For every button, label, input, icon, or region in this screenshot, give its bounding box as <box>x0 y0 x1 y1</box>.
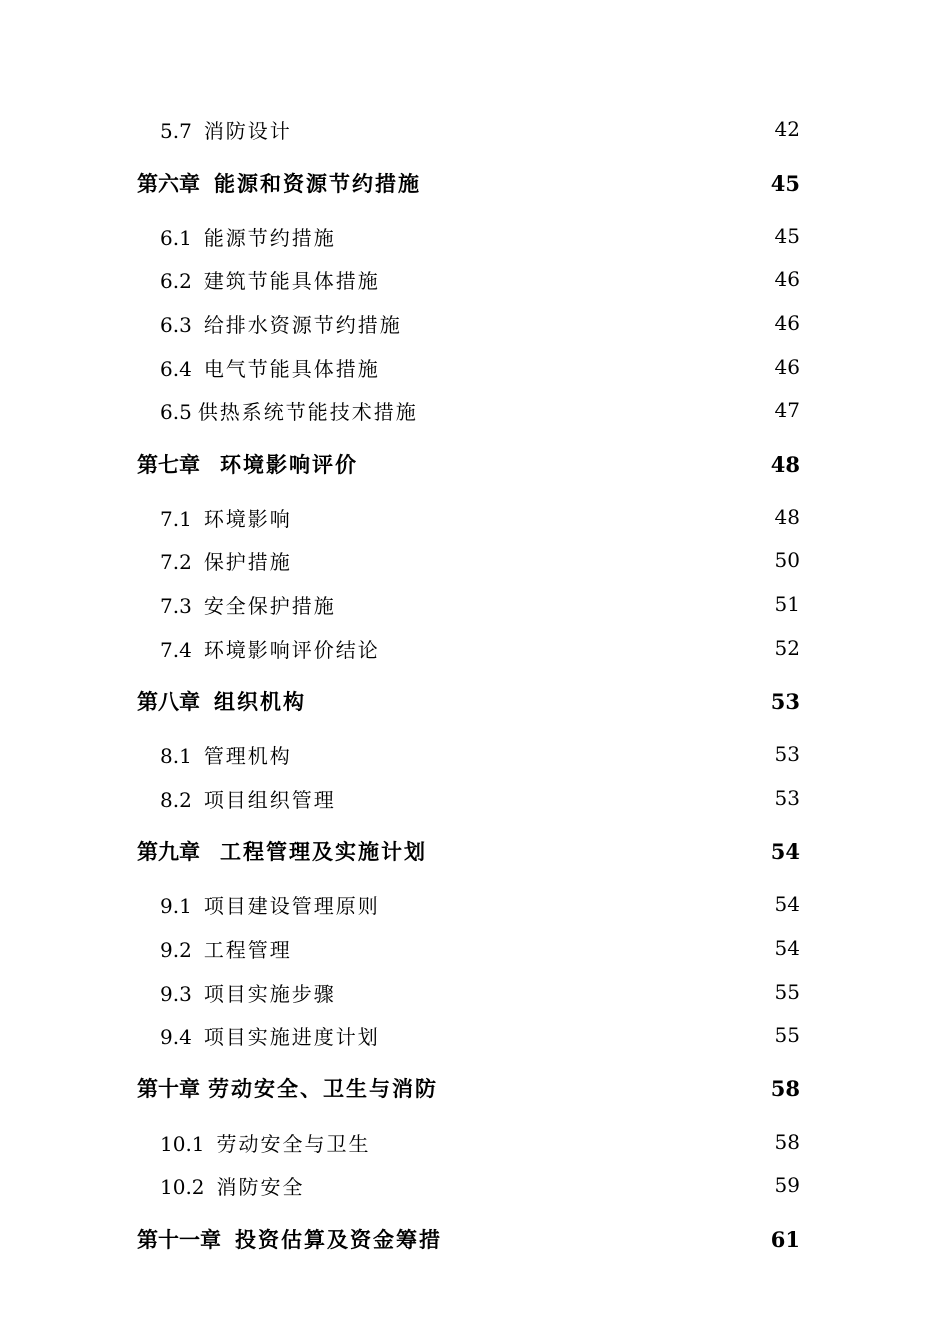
toc-entry-number: 9.1 <box>160 893 192 918</box>
toc-entry-6-2[interactable] <box>160 262 800 296</box>
toc-chapter-8[interactable] <box>137 684 800 718</box>
dot-leader <box>294 543 773 577</box>
toc-entry-page: 53 <box>770 688 800 714</box>
toc-entry-label <box>137 686 306 716</box>
toc-entry-6-3[interactable] <box>160 306 800 340</box>
dot-leader <box>360 447 769 481</box>
dot-leader <box>382 631 773 665</box>
toc-entry-title: 安全保护措施 <box>203 593 336 618</box>
toc-entry-page: 48 <box>770 451 800 477</box>
toc-entry-title: 建筑节能具体措施 <box>203 268 380 293</box>
toc-entry-number: 6.4 <box>160 356 192 381</box>
toc-entry-page: 54 <box>774 936 800 960</box>
toc-entry-number: 10.2 <box>160 1174 205 1199</box>
toc-entry-page: 53 <box>774 786 800 810</box>
toc-entry-number: 5.7 <box>160 118 192 143</box>
toc-entry-label <box>160 265 380 294</box>
toc-entry-title: 消防安全 <box>216 1174 305 1199</box>
toc-entry-title: 项目建设管理原则 <box>203 893 380 918</box>
toc-entry-label <box>160 1021 380 1050</box>
toc-entry-label <box>160 396 418 425</box>
toc-entry-number: 8.1 <box>160 743 192 768</box>
dot-leader <box>308 684 769 718</box>
toc-entry-page: 46 <box>774 355 800 379</box>
toc-entry-number: 7.4 <box>160 637 192 662</box>
toc-entry-6-5[interactable] <box>160 393 800 427</box>
toc-entry-number: 7.1 <box>160 506 192 531</box>
dot-leader <box>373 1125 773 1159</box>
dot-leader <box>338 587 773 621</box>
toc-entry-9-2[interactable] <box>160 931 800 965</box>
toc-chapter-9[interactable] <box>137 834 800 868</box>
toc-entry-9-1[interactable] <box>160 887 800 921</box>
toc-entry-page: 58 <box>770 1075 800 1101</box>
dot-leader <box>382 262 773 296</box>
toc-chapter-11[interactable] <box>137 1222 800 1256</box>
toc-entry-number: 6.1 <box>160 225 192 250</box>
toc-entry-10-1[interactable] <box>160 1125 800 1159</box>
toc-entry-title: 组织机构 <box>214 689 306 714</box>
toc-entry-label <box>160 784 336 813</box>
toc-entry-6-1[interactable] <box>160 219 800 253</box>
toc-entry-label <box>160 222 336 251</box>
dot-leader <box>294 931 773 965</box>
dot-leader <box>382 1018 773 1052</box>
toc-entry-title: 环境影响评价结论 <box>203 637 380 662</box>
toc-entry-label <box>160 634 380 663</box>
toc-entry-title: 劳动安全、卫生与消防 <box>208 1076 438 1101</box>
toc-entry-5-7[interactable] <box>160 112 800 146</box>
toc-entry-page: 61 <box>770 1226 800 1252</box>
toc-entry-8-1[interactable] <box>160 737 800 771</box>
toc-entry-title: 劳动安全与卫生 <box>216 1131 371 1156</box>
toc-entry-page: 51 <box>774 592 800 616</box>
toc-entry-label <box>160 115 292 144</box>
toc-entry-title: 项目实施步骤 <box>203 981 336 1006</box>
toc-entry-title: 能源和资源节约措施 <box>214 171 421 196</box>
toc-entry-label <box>137 836 427 866</box>
toc-chapter-7[interactable] <box>137 447 800 481</box>
toc-entry-title: 环境影响 <box>203 506 292 531</box>
toc-entry-number: 第六章 <box>137 171 200 196</box>
toc-entry-title: 投资估算及资金筹措 <box>235 1227 442 1252</box>
dot-leader <box>429 834 769 868</box>
toc-entry-7-4[interactable] <box>160 631 800 665</box>
dot-leader <box>382 887 773 921</box>
toc-entry-title: 环境影响评价 <box>220 452 358 477</box>
toc-entry-page: 54 <box>770 838 800 864</box>
toc-entry-page: 47 <box>774 398 800 422</box>
toc-entry-title: 供热系统节能技术措施 <box>197 399 418 424</box>
dot-leader <box>440 1071 769 1105</box>
toc-entry-label <box>160 978 336 1007</box>
toc-entry-page: 55 <box>774 980 800 1004</box>
toc-entry-number: 第九章 <box>137 839 200 864</box>
toc-entry-number: 第七章 <box>137 452 200 477</box>
toc-entry-page: 54 <box>774 892 800 916</box>
dot-leader <box>423 166 769 200</box>
toc-entry-title: 管理机构 <box>203 743 292 768</box>
toc-entry-page: 48 <box>774 505 800 529</box>
dot-leader <box>294 112 773 146</box>
toc-entry-6-4[interactable] <box>160 350 800 384</box>
toc-entry-page: 46 <box>774 267 800 291</box>
toc-entry-page: 59 <box>774 1173 800 1197</box>
toc-entry-label <box>160 546 292 575</box>
toc-entry-7-3[interactable] <box>160 587 800 621</box>
dot-leader <box>338 975 773 1009</box>
toc-entry-label <box>160 934 292 963</box>
toc-entry-label <box>137 1073 438 1103</box>
toc-entry-number: 9.3 <box>160 981 192 1006</box>
toc-entry-number: 7.2 <box>160 549 192 574</box>
toc-entry-label <box>160 503 292 532</box>
toc-entry-title: 能源节约措施 <box>203 225 336 250</box>
toc-entry-title: 项目实施进度计划 <box>203 1024 380 1049</box>
toc-entry-title: 工程管理及实施计划 <box>220 839 427 864</box>
dot-leader <box>307 1168 773 1202</box>
toc-entry-7-1[interactable] <box>160 500 800 534</box>
toc-entry-label <box>160 740 292 769</box>
toc-entry-number: 6.2 <box>160 268 192 293</box>
toc-entry-title: 工程管理 <box>203 937 292 962</box>
toc-entry-page: 42 <box>774 117 800 141</box>
dot-leader <box>294 500 773 534</box>
toc-entry-label <box>160 1171 305 1200</box>
toc-entry-number: 8.2 <box>160 787 192 812</box>
toc-entry-number: 6.3 <box>160 312 192 337</box>
toc-entry-number: 10.1 <box>160 1131 205 1156</box>
toc-entry-number: 9.4 <box>160 1024 192 1049</box>
toc-entry-label <box>137 168 421 198</box>
toc-entry-8-2[interactable] <box>160 781 800 815</box>
toc-entry-9-4[interactable] <box>160 1018 800 1052</box>
toc-entry-title: 保护措施 <box>203 549 292 574</box>
toc-entry-9-3[interactable] <box>160 975 800 1009</box>
toc-entry-page: 46 <box>774 311 800 335</box>
toc-entry-number: 6.5 <box>160 399 192 424</box>
toc-entry-label <box>160 590 336 619</box>
dot-leader <box>420 393 773 427</box>
toc-chapter-6[interactable] <box>137 166 800 200</box>
toc-entry-page: 58 <box>774 1130 800 1154</box>
dot-leader <box>294 737 773 771</box>
toc-entry-label <box>137 449 358 479</box>
toc-entry-number: 9.2 <box>160 937 192 962</box>
dot-leader <box>338 781 773 815</box>
toc-entry-10-2[interactable] <box>160 1168 800 1202</box>
toc-entry-7-2[interactable] <box>160 543 800 577</box>
toc-entry-title: 项目组织管理 <box>203 787 336 812</box>
toc-entry-number: 第十章 <box>137 1076 200 1101</box>
toc-entry-page: 53 <box>774 742 800 766</box>
toc-entry-page: 50 <box>774 548 800 572</box>
toc-chapter-10[interactable] <box>137 1071 800 1105</box>
dot-leader <box>404 306 773 340</box>
dot-leader <box>382 350 773 384</box>
toc-entry-number: 第八章 <box>137 689 200 714</box>
toc-entry-page: 45 <box>770 170 800 196</box>
toc-entry-page: 45 <box>774 224 800 248</box>
dot-leader <box>444 1222 769 1256</box>
toc-entry-label <box>160 1128 371 1157</box>
toc-entry-page: 52 <box>774 636 800 660</box>
toc-entry-label <box>160 353 380 382</box>
toc-entry-page: 55 <box>774 1023 800 1047</box>
toc-entry-title: 给排水资源节约措施 <box>203 312 402 337</box>
toc-entry-label <box>160 890 380 919</box>
toc-entry-label <box>160 309 402 338</box>
toc-entry-title: 消防设计 <box>203 118 292 143</box>
toc-entry-title: 电气节能具体措施 <box>203 356 380 381</box>
dot-leader <box>338 219 773 253</box>
toc-entry-number: 第十一章 <box>137 1227 221 1252</box>
toc-entry-label <box>137 1224 442 1254</box>
toc-entry-number: 7.3 <box>160 593 192 618</box>
